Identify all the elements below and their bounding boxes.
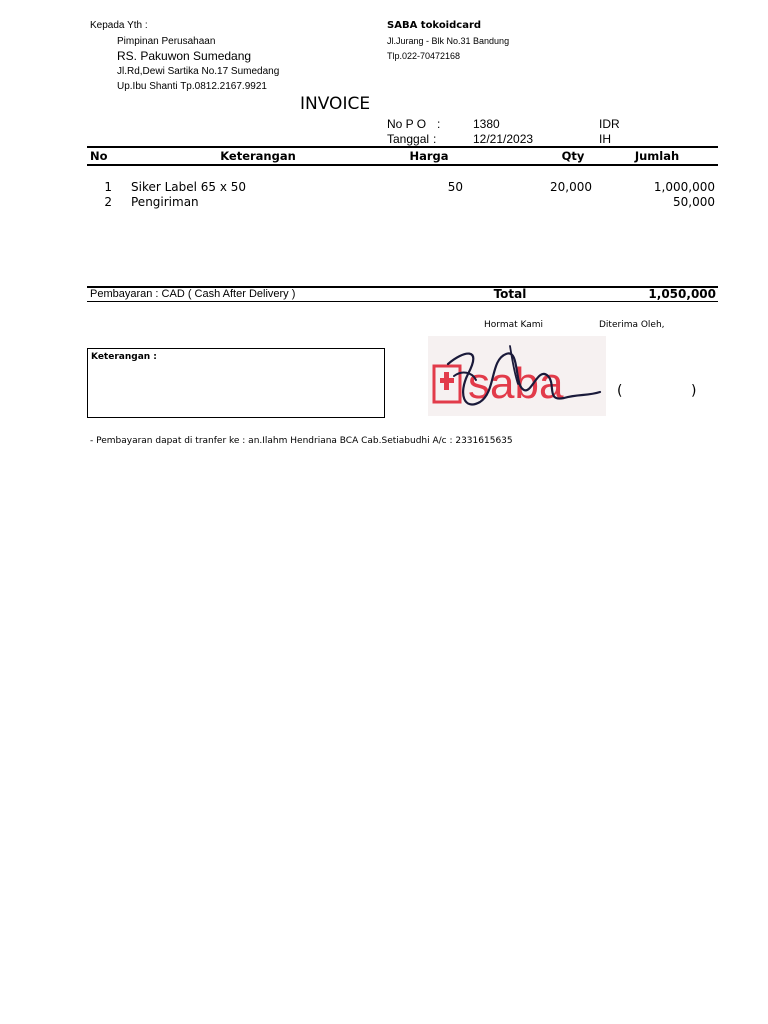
hormat-kami-label: Hormat Kami — [484, 320, 544, 330]
recipient-kepada: Kepada Yth : — [90, 20, 148, 31]
row1-qty: 20,000 — [550, 180, 592, 194]
row1-price: 50 — [447, 180, 463, 194]
notes-label: Keterangan : — [91, 352, 157, 362]
total-label: Total — [493, 287, 527, 301]
receiver-paren-open: ( — [617, 383, 623, 399]
po-label: No P O — [387, 117, 427, 131]
stamp-logo — [428, 336, 606, 416]
row1-no: 1 — [104, 180, 112, 194]
currency: IDR — [599, 117, 620, 131]
receiver-paren-close: ) — [691, 383, 697, 399]
date-colon: : — [433, 132, 437, 146]
total-bottom-rule — [87, 301, 718, 302]
col-header-desc: Keterangan — [220, 149, 296, 163]
row1-total: 1,000,000 — [653, 180, 715, 194]
initials: IH — [599, 132, 611, 146]
diterima-oleh-label: Diterima Oleh, — [599, 320, 665, 330]
header-bottom-rule — [87, 164, 718, 166]
company-stamp-signature — [428, 336, 606, 416]
recipient-company: RS. Pakuwon Sumedang — [117, 49, 252, 63]
sender-phone: Tlp.022-70472168 — [387, 51, 461, 61]
invoice-title: INVOICE — [300, 94, 371, 114]
row2-desc: Pengiriman — [131, 195, 199, 209]
row2-no: 2 — [104, 195, 112, 209]
notes-box — [87, 348, 385, 418]
total-value: 1,050,000 — [648, 287, 716, 301]
recipient-position: Pimpinan Perusahaan — [117, 36, 216, 47]
po-colon: : — [437, 117, 441, 131]
col-header-qty: Qty — [561, 149, 585, 163]
recipient-contact: Up.Ibu Shanti Tp.0812.2167.9921 — [117, 81, 267, 92]
payment-terms: Pembayaran : CAD ( Cash After Delivery ) — [90, 288, 296, 300]
row2-total: 50,000 — [673, 195, 715, 209]
date-label: Tanggal — [387, 132, 430, 146]
svg-text:saba: saba — [468, 359, 564, 408]
sender-address: Jl.Jurang - Blk No.31 Bandung — [387, 36, 510, 46]
sender-name: SABA tokoidcard — [387, 20, 482, 31]
col-header-no: No — [90, 149, 108, 163]
header-top-rule — [87, 146, 718, 148]
date-value: 12/21/2023 — [473, 132, 534, 146]
col-header-total: Jumlah — [634, 149, 680, 163]
col-header-price: Harga — [409, 149, 449, 163]
payment-transfer-note: - Pembayaran dapat di tranfer ke : an.Ilahm Hendriana BCA Cab.Setiabudhi A/c : 2331615635 — [90, 436, 513, 446]
recipient-address: Jl.Rd,Dewi Sartika No.17 Sumedang — [117, 66, 280, 77]
row1-desc: Siker Label 65 x 50 — [131, 180, 247, 194]
po-value: 1380 — [473, 117, 500, 131]
